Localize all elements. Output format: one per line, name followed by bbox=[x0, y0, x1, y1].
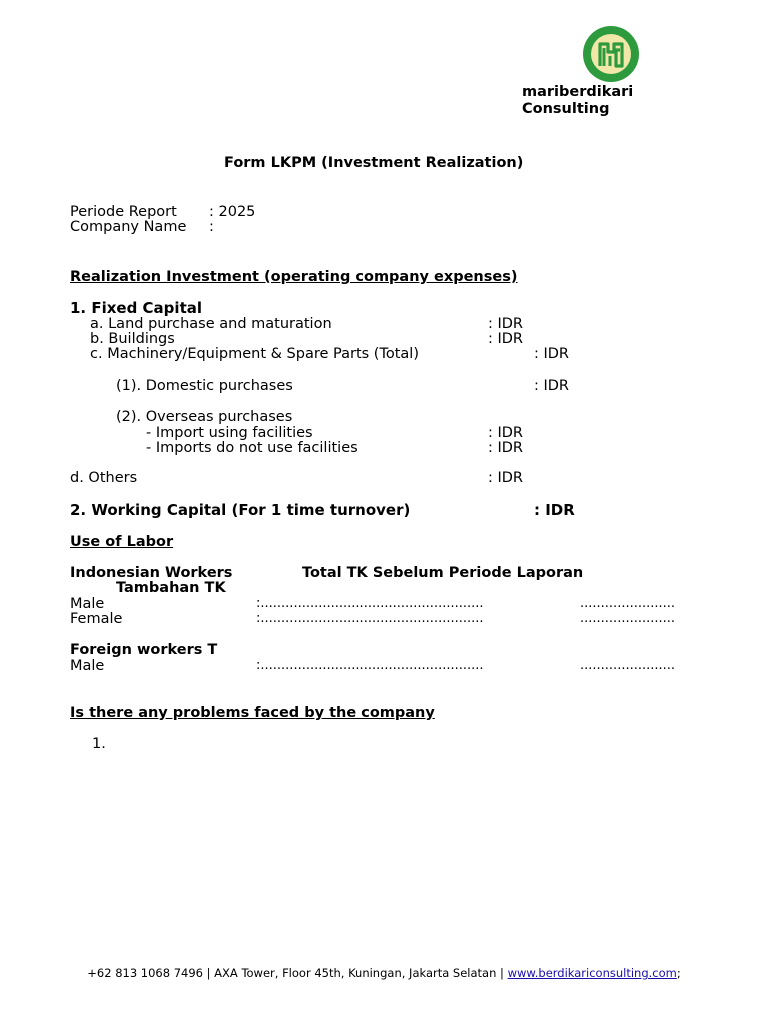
others-label: d. Others bbox=[70, 470, 138, 486]
female-dots-long: :...................................................... bbox=[256, 611, 484, 626]
brand-name bbox=[522, 84, 633, 118]
logo-emblem-icon bbox=[580, 26, 642, 82]
machinery-label: c. Machinery/Equipment & Spare Parts (Total) bbox=[90, 346, 419, 362]
buildings-label: b. Buildings bbox=[90, 331, 175, 347]
problem-item-1: 1. bbox=[92, 736, 106, 752]
female-dots-short: ....................... bbox=[580, 611, 676, 626]
overseas-heading: (2). Overseas purchases bbox=[116, 409, 293, 425]
working-capital-value: : IDR bbox=[534, 501, 575, 519]
male-dots-short: ....................... bbox=[580, 596, 676, 611]
female-label: Female bbox=[70, 611, 123, 627]
import-no-facilities-value: : IDR bbox=[488, 440, 524, 456]
foreign-male-label: Male bbox=[70, 658, 105, 674]
fixed-capital-heading: 1. Fixed Capital bbox=[70, 299, 202, 317]
tambahan-tk-heading: Tambahan TK bbox=[116, 580, 226, 596]
domestic-value: : IDR bbox=[534, 378, 570, 394]
male-label: Male bbox=[70, 596, 105, 612]
others-value: : IDR bbox=[488, 470, 524, 486]
footer-contact: +62 813 1068 7496 | AXA Tower, Floor 45th, Kuningan, Jakarta Selatan | bbox=[87, 966, 508, 980]
total-tk-heading: Total TK Sebelum Periode Laporan bbox=[302, 565, 584, 581]
company-value: : bbox=[209, 219, 214, 235]
domestic-label: (1). Domestic purchases bbox=[116, 378, 293, 394]
foreign-male-dots-short: ....................... bbox=[580, 658, 676, 673]
period-value: : 2025 bbox=[209, 204, 256, 220]
machinery-value: : IDR bbox=[534, 346, 570, 362]
land-value: : IDR bbox=[488, 316, 524, 332]
foreign-male-dots-long: :...................................................... bbox=[256, 658, 484, 673]
import-no-facilities-label: - Imports do not use facilities bbox=[146, 440, 358, 456]
indonesian-workers-heading: Indonesian Workers bbox=[70, 565, 233, 581]
brand-name-line2: Consulting bbox=[522, 101, 610, 117]
footer-tail: ; bbox=[676, 966, 681, 980]
foreign-workers-heading: Foreign workers T bbox=[70, 642, 218, 658]
problems-heading: Is there any problems faced by the company bbox=[70, 705, 435, 721]
buildings-value: : IDR bbox=[488, 331, 524, 347]
period-label: Periode Report bbox=[70, 204, 177, 220]
male-dots-long: :...................................................... bbox=[256, 596, 484, 611]
footer bbox=[0, 966, 768, 980]
working-capital-label: 2. Working Capital (For 1 time turnover) bbox=[70, 501, 411, 519]
land-label: a. Land purchase and maturation bbox=[90, 316, 332, 332]
company-logo bbox=[580, 26, 642, 82]
import-facilities-label: - Import using facilities bbox=[146, 425, 313, 441]
import-facilities-value: : IDR bbox=[488, 425, 524, 441]
website-link[interactable]: www.berdikariconsulting.com bbox=[507, 966, 677, 980]
company-label: Company Name bbox=[70, 219, 187, 235]
section-heading: Realization Investment (operating company expenses) bbox=[70, 269, 518, 285]
brand-name-line1: mariberdikari bbox=[522, 84, 634, 100]
form-title: Form LKPM (Investment Realization) bbox=[224, 155, 524, 171]
labor-heading: Use of Labor bbox=[70, 534, 174, 550]
